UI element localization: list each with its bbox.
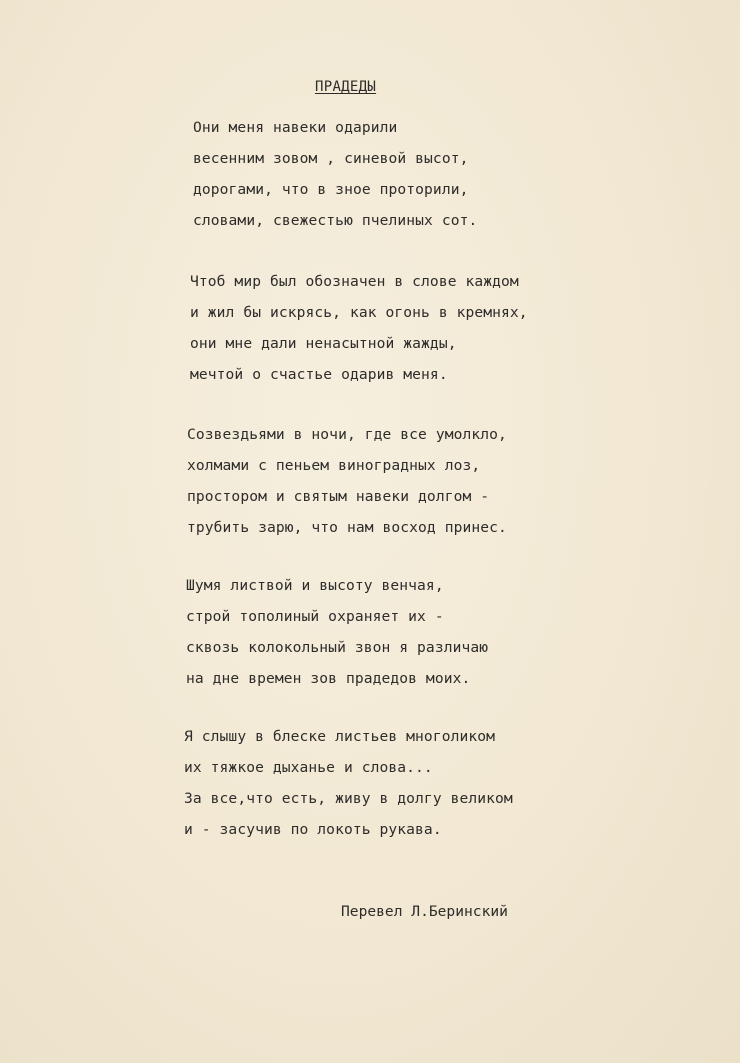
- stanza-5: [184, 721, 513, 845]
- poem-line: их тяжкое дыханье и слова...: [184, 759, 433, 776]
- stanza-1: [193, 112, 477, 236]
- poem-line: Созвездьями в ночи, где все умолкло,: [187, 426, 507, 443]
- poem-line: холмами с пеньем виноградных лоз,: [187, 457, 481, 474]
- poem-line: они мне дали ненасытной жажды,: [190, 335, 457, 352]
- poem-line: словами, свежестью пчелиных сот.: [193, 212, 478, 229]
- poem-line: строй тополиный охраняет их -: [186, 608, 444, 625]
- stanza-4: [186, 570, 488, 694]
- poem-line: Шумя листвой и высоту венчая,: [186, 577, 444, 594]
- poem-line: и жил бы искрясь, как огонь в кремнях,: [190, 304, 528, 321]
- poem-line: весенним зовом , синевой высот,: [193, 150, 469, 167]
- poem-line: на дне времен зов прадедов моих.: [186, 670, 471, 687]
- poem-line: мечтой о счастье одарив меня.: [190, 366, 448, 383]
- poem-line: дорогами, что в зное проторили,: [193, 181, 469, 198]
- poem-line: и - засучив по локоть рукава.: [184, 821, 442, 838]
- poem-line: сквозь колокольный звон я различаю: [186, 639, 489, 656]
- poem-title: ПРАДЕДЫ: [315, 79, 377, 95]
- poem-line: Я слышу в блеске листьев многоликом: [184, 728, 496, 745]
- stanza-2: [190, 266, 528, 390]
- poem-line: простором и святым навеки долгом -: [187, 488, 490, 505]
- translator-signature: Перевел Л.Беринский: [341, 903, 508, 920]
- stanza-3: [187, 419, 507, 543]
- poem-line: трубить зарю, что нам восход принес.: [187, 519, 507, 536]
- poem-line: Они меня навеки одарили: [193, 119, 398, 136]
- poem-line: Чтоб мир был обозначен в слове каждом: [190, 273, 519, 290]
- poem-line: За все,что есть, живу в долгу великом: [184, 790, 513, 807]
